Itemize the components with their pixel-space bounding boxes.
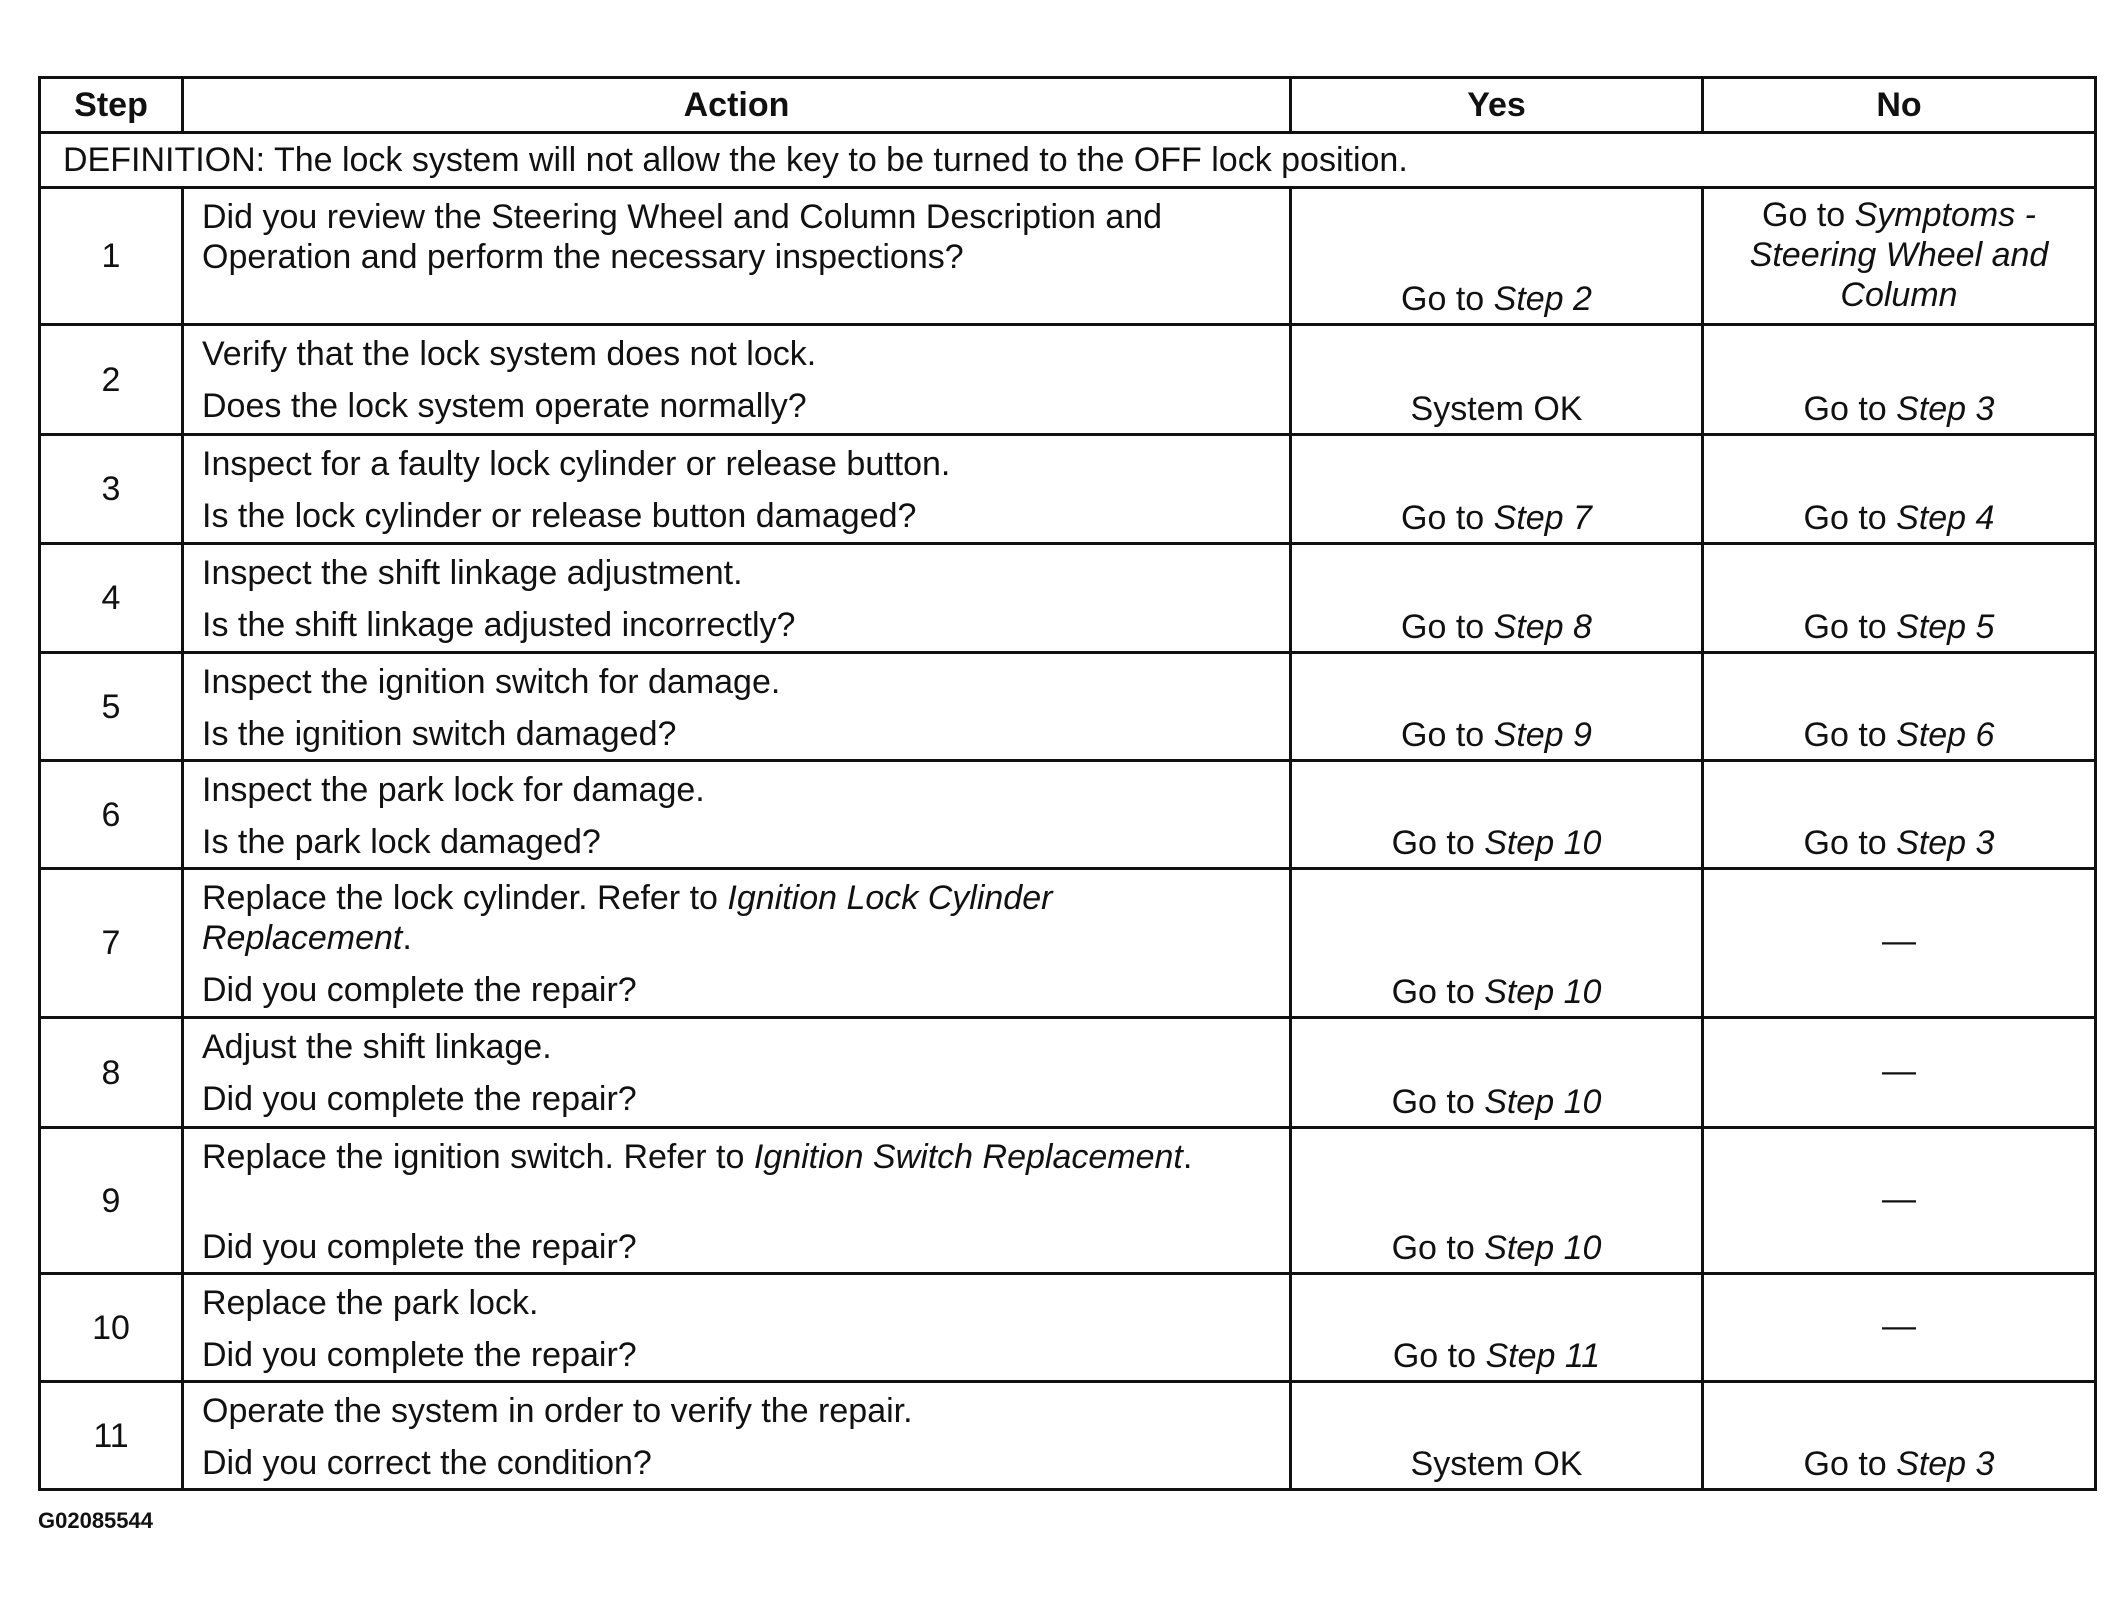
action-line bbox=[202, 1137, 1271, 1177]
yes-text: Go to bbox=[1401, 608, 1494, 646]
yes-cell bbox=[1291, 325, 1703, 435]
yes-text: Go to bbox=[1392, 1337, 1486, 1375]
table-row bbox=[40, 869, 2096, 1018]
action-text: Replace the lock cylinder. Refer to bbox=[202, 879, 728, 917]
action-line: Did you complete the repair? bbox=[202, 971, 637, 1009]
action-line: Does the lock system operate normally? bbox=[202, 387, 807, 425]
no-ref: Steering Wheel and bbox=[1749, 236, 2049, 274]
yes-step-ref: Step 10 bbox=[1484, 1083, 1602, 1121]
no-cell bbox=[1703, 1128, 2096, 1274]
no-step-ref: Step 3 bbox=[1896, 390, 1995, 428]
action-line: Adjust the shift linkage. bbox=[202, 1028, 552, 1066]
header-action: Action bbox=[183, 78, 1291, 133]
action-line: Is the ignition switch damaged? bbox=[202, 715, 677, 753]
no-text: Go to bbox=[1803, 716, 1897, 754]
yes-step-ref: Step 10 bbox=[1484, 824, 1602, 862]
step-number: 6 bbox=[40, 761, 183, 869]
step-number: 8 bbox=[40, 1018, 183, 1128]
step-number: 2 bbox=[40, 325, 183, 435]
no-cell bbox=[1703, 1018, 2096, 1128]
table-row bbox=[40, 435, 2096, 544]
action-line: Did you complete the repair? bbox=[202, 1080, 637, 1118]
table-row bbox=[40, 188, 2096, 325]
no-text: Go to bbox=[1803, 1445, 1897, 1483]
action-line: Did you correct the condition? bbox=[202, 1444, 652, 1482]
header-row bbox=[40, 78, 2096, 133]
no-step-ref: Step 5 bbox=[1896, 608, 1995, 646]
no-cell bbox=[1703, 325, 2096, 435]
yes-text: Go to bbox=[1401, 716, 1494, 754]
action-cell bbox=[183, 869, 1291, 1018]
action-cell bbox=[183, 653, 1291, 761]
action-line: Inspect the ignition switch for damage. bbox=[202, 663, 781, 701]
no-step-ref: Step 3 bbox=[1896, 824, 1995, 862]
yes-text: Go to bbox=[1391, 973, 1485, 1011]
step-number: 11 bbox=[40, 1382, 183, 1490]
no-dash: — bbox=[1882, 1051, 1916, 1090]
yes-step-ref: Step 9 bbox=[1493, 716, 1592, 754]
no-cell bbox=[1703, 761, 2096, 869]
diagnostic-table bbox=[38, 76, 2097, 1491]
action-line: Is the shift linkage adjusted incorrectly? bbox=[202, 606, 796, 644]
no-ref: Symptoms - bbox=[1854, 196, 2036, 234]
no-dash: — bbox=[1882, 922, 1916, 960]
action-cell bbox=[183, 435, 1291, 544]
action-text: . bbox=[1182, 1138, 1193, 1176]
no-step-ref: Step 3 bbox=[1896, 1445, 1995, 1483]
action-line: Operate the system in order to verify the repair. bbox=[202, 1392, 913, 1430]
action-cell bbox=[183, 1382, 1291, 1490]
yes-text: Go to bbox=[1401, 499, 1494, 537]
yes-step-ref: Step 8 bbox=[1493, 608, 1592, 646]
no-line bbox=[1704, 275, 2094, 315]
action-cell bbox=[183, 761, 1291, 869]
procedure-ref: Ignition Switch Replacement bbox=[753, 1138, 1183, 1176]
yes-step-ref: Step 10 bbox=[1484, 1229, 1602, 1267]
no-cell bbox=[1703, 1274, 2096, 1382]
no-step-ref: Step 4 bbox=[1896, 499, 1995, 537]
yes-cell bbox=[1291, 435, 1703, 544]
action-cell bbox=[183, 325, 1291, 435]
table-row bbox=[40, 544, 2096, 653]
table-row bbox=[40, 1018, 2096, 1128]
yes-cell bbox=[1291, 1128, 1703, 1274]
step-number: 1 bbox=[40, 188, 183, 325]
yes-cell bbox=[1291, 761, 1703, 869]
action-cell bbox=[183, 1018, 1291, 1128]
no-text: Go to bbox=[1762, 196, 1855, 234]
no-step-ref: Step 6 bbox=[1896, 716, 1995, 754]
step-number: 5 bbox=[40, 653, 183, 761]
yes-step-ref: Step 2 bbox=[1493, 280, 1592, 318]
yes-cell bbox=[1291, 188, 1703, 325]
no-text: Go to bbox=[1803, 390, 1897, 428]
yes-text: Go to bbox=[1391, 824, 1485, 862]
yes-cell bbox=[1291, 1018, 1703, 1128]
action-text: Replace the ignition switch. Refer to bbox=[202, 1138, 754, 1176]
no-cell bbox=[1703, 869, 2096, 1018]
no-line bbox=[1704, 235, 2094, 275]
no-text: Go to bbox=[1803, 499, 1897, 537]
yes-text: Go to bbox=[1401, 280, 1494, 318]
action-line: Inspect the shift linkage adjustment. bbox=[202, 554, 743, 592]
table-row bbox=[40, 325, 2096, 435]
action-cell bbox=[183, 1274, 1291, 1382]
step-number: 10 bbox=[40, 1274, 183, 1382]
no-line bbox=[1704, 195, 2094, 235]
header-yes: Yes bbox=[1291, 78, 1703, 133]
no-ref: Column bbox=[1840, 276, 1958, 314]
no-cell bbox=[1703, 435, 2096, 544]
table-row bbox=[40, 761, 2096, 869]
action-line: Did you review the Steering Wheel and Column Description and Operation and perform the necessary inspections? bbox=[202, 198, 1163, 276]
yes-step-ref: Step 11 bbox=[1485, 1337, 1601, 1375]
yes-cell bbox=[1291, 544, 1703, 653]
no-dash: — bbox=[1882, 1179, 1916, 1218]
yes-cell bbox=[1291, 653, 1703, 761]
action-text: . bbox=[402, 919, 412, 957]
action-line: Inspect for a faulty lock cylinder or release button. bbox=[202, 445, 951, 483]
yes-cell bbox=[1291, 1274, 1703, 1382]
no-text: Go to bbox=[1803, 608, 1897, 646]
procedure-ref: Ignition Lock Cylinder Replacement bbox=[202, 879, 1053, 957]
action-cell bbox=[183, 188, 1291, 325]
no-text: Go to bbox=[1803, 824, 1897, 862]
yes-step-ref: Step 7 bbox=[1493, 499, 1592, 537]
action-line: Inspect the park lock for damage. bbox=[202, 771, 705, 809]
yes-text: Go to bbox=[1391, 1083, 1485, 1121]
no-cell bbox=[1703, 544, 2096, 653]
yes-text: Go to bbox=[1391, 1229, 1485, 1267]
no-cell bbox=[1703, 1382, 2096, 1490]
action-line: Verify that the lock system does not lock. bbox=[202, 335, 817, 373]
step-number: 4 bbox=[40, 544, 183, 653]
action-cell bbox=[183, 1128, 1291, 1274]
figure-id: G02085544 bbox=[38, 1508, 153, 1533]
definition-row bbox=[40, 133, 2096, 188]
yes-cell bbox=[1291, 1382, 1703, 1490]
action-line: Did you complete the repair? bbox=[202, 1336, 637, 1374]
action-line: Did you complete the repair? bbox=[202, 1228, 637, 1266]
action-cell bbox=[183, 544, 1291, 653]
action-line: Is the park lock damaged? bbox=[202, 823, 601, 861]
step-number: 7 bbox=[40, 869, 183, 1018]
table-row bbox=[40, 1274, 2096, 1382]
yes-text: System OK bbox=[1410, 390, 1583, 428]
header-step: Step bbox=[40, 78, 183, 133]
yes-step-ref: Step 10 bbox=[1484, 973, 1602, 1011]
header-no: No bbox=[1703, 78, 2096, 133]
yes-text: System OK bbox=[1410, 1445, 1583, 1483]
table-row bbox=[40, 653, 2096, 761]
definition-text: DEFINITION: The lock system will not allow the key to be turned to the OFF lock position. bbox=[40, 133, 2096, 188]
table-row bbox=[40, 1128, 2096, 1274]
yes-cell bbox=[1291, 869, 1703, 1018]
action-line: Is the lock cylinder or release button damaged? bbox=[202, 497, 917, 535]
no-cell bbox=[1703, 188, 2096, 325]
step-number: 9 bbox=[40, 1128, 183, 1274]
action-line: Replace the park lock. bbox=[202, 1284, 539, 1322]
no-cell bbox=[1703, 653, 2096, 761]
step-number: 3 bbox=[40, 435, 183, 544]
table-row bbox=[40, 1382, 2096, 1490]
no-dash: — bbox=[1882, 1306, 1916, 1345]
action-line bbox=[202, 878, 1271, 958]
